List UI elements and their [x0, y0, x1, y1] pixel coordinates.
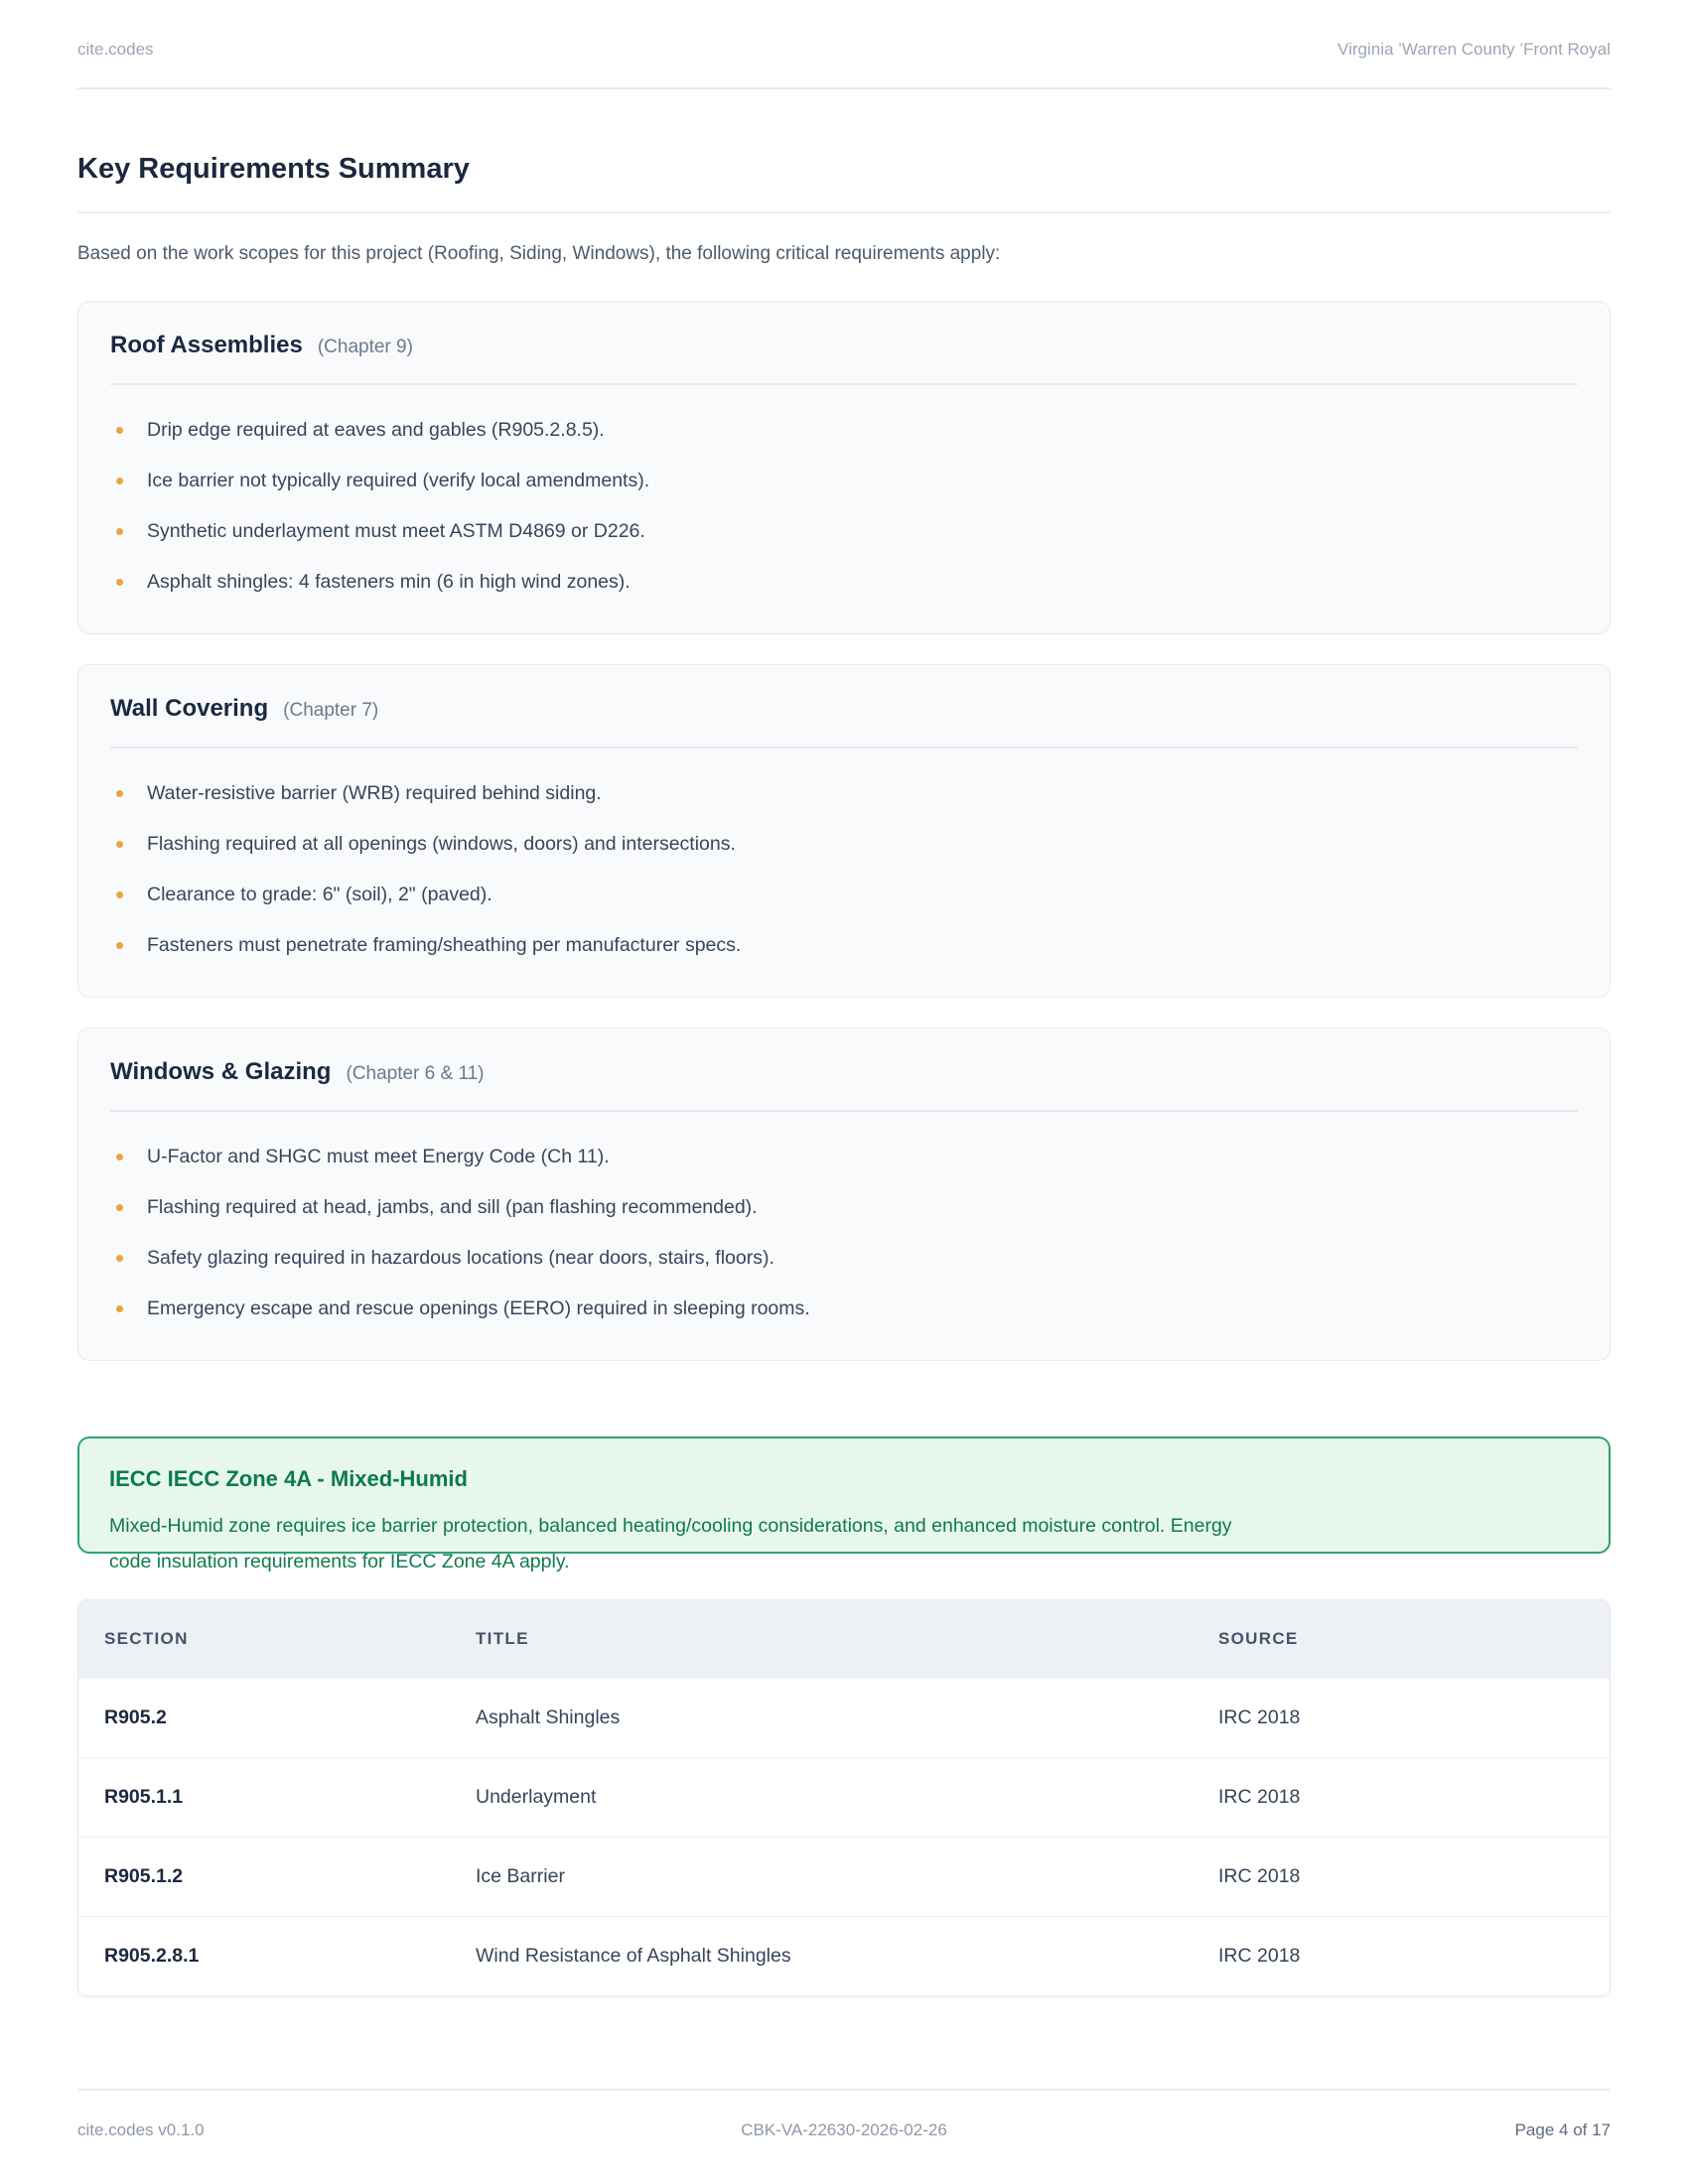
list-item [110, 1270, 1578, 1320]
climate-zone-body [109, 1508, 1579, 1579]
climate-zone-callout [77, 1436, 1611, 1572]
list-item-text: Clearance to grade: 6" (soil), 2" (paved). [147, 884, 492, 905]
list-item [110, 1118, 1578, 1168]
document-header [77, 0, 1611, 89]
bullet-dot-icon [116, 1255, 123, 1262]
list-item [110, 543, 1578, 594]
card-roof-assemblies [77, 301, 1611, 634]
bullet-dot-icon [116, 942, 123, 949]
list-item [110, 442, 1578, 492]
cell-title: Ice Barrier [476, 1865, 565, 1887]
cell-title: Underlayment [476, 1786, 597, 1808]
table-row [78, 1916, 1610, 1995]
cell-section: R905.1.2 [104, 1865, 184, 1887]
column-header-title: TITLE [476, 1629, 529, 1648]
cell-title: Wind Resistance of Asphalt Shingles [476, 1945, 791, 1967]
list-item [110, 1168, 1578, 1219]
cell-section: R905.2.8.1 [104, 1945, 200, 1967]
cell-title: Asphalt Shingles [476, 1706, 621, 1728]
code-sections-table [77, 1599, 1611, 1996]
climate-zone-body-line2: code insulation requirements for IECC Zone 4A apply. [109, 1551, 570, 1572]
brand-label: cite.codes [77, 40, 154, 59]
list-item [110, 856, 1578, 906]
bullet-dot-icon [116, 1154, 123, 1160]
list-item [110, 805, 1578, 856]
list-item-text: Flashing required at head, jambs, and sill (pan flashing recommended). [147, 1196, 758, 1218]
column-header-section: SECTION [104, 1629, 189, 1648]
card-title: Wall Covering [110, 695, 269, 722]
list-item-text: Water-resistive barrier (WRB) required behind siding. [147, 782, 602, 804]
document-footer [77, 2089, 1611, 2140]
list-item-text: Ice barrier not typically required (verify local amendments). [147, 470, 650, 491]
card-header [110, 1058, 1578, 1112]
list-item-text: Asphalt shingles: 4 fasteners min (6 in high wind zones). [147, 571, 631, 593]
footer-page-number: Page 4 of 17 [1514, 2120, 1612, 2139]
card-windows-glazing [77, 1027, 1611, 1361]
climate-zone-title: IECC IECC Zone 4A - Mixed-Humid [109, 1466, 468, 1491]
card-title: Roof Assemblies [110, 332, 303, 358]
page-title: Key Requirements Summary [77, 153, 1611, 213]
breadcrumb: Virginia ’Warren County ’Front Royal [1337, 40, 1611, 59]
card-chapter: (Chapter 6 & 11) [346, 1063, 485, 1084]
list-item-text: Flashing required at all openings (windows, doors) and intersections. [147, 833, 736, 855]
requirement-cards [77, 301, 1611, 1361]
cell-source: IRC 2018 [1218, 1945, 1301, 1967]
bullet-dot-icon [116, 579, 123, 586]
list-item-text: U-Factor and SHGC must meet Energy Code (Ch 11). [147, 1146, 610, 1167]
card-wall-covering [77, 664, 1611, 998]
bullet-dot-icon [116, 790, 123, 797]
requirement-list [110, 754, 1578, 957]
bullet-dot-icon [116, 841, 123, 848]
list-item-text: Emergency escape and rescue openings (EERO) required in sleeping rooms. [147, 1297, 810, 1319]
bullet-dot-icon [116, 427, 123, 434]
column-header-source: SOURCE [1218, 1629, 1299, 1648]
requirement-list [110, 1118, 1578, 1320]
footer-version: cite.codes v0.1.0 [77, 2120, 205, 2139]
card-header [110, 695, 1578, 749]
bullet-dot-icon [116, 891, 123, 898]
card-chapter: (Chapter 7) [283, 700, 379, 721]
cell-section: R905.1.1 [104, 1786, 184, 1808]
cell-source: IRC 2018 [1218, 1706, 1301, 1728]
bullet-dot-icon [116, 478, 123, 484]
list-item [110, 906, 1578, 957]
list-item [110, 1219, 1578, 1270]
card-header [110, 332, 1578, 385]
bullet-dot-icon [116, 528, 123, 535]
table-row [78, 1837, 1610, 1916]
list-item-text: Synthetic underlayment must meet ASTM D4869 or D226. [147, 520, 645, 542]
list-item [110, 754, 1578, 805]
card-chapter: (Chapter 9) [317, 337, 413, 357]
requirement-list [110, 391, 1578, 594]
footer-document-id: CBK-VA-22630-2026-02-26 [741, 2120, 947, 2139]
table-row [78, 1678, 1610, 1757]
table-row [78, 1757, 1610, 1837]
list-item-text: Safety glazing required in hazardous locations (near doors, stairs, floors). [147, 1247, 774, 1269]
cell-source: IRC 2018 [1218, 1865, 1301, 1887]
intro-text: Based on the work scopes for this project (Roofing, Siding, Windows), the following critical requirements apply: [77, 243, 1001, 264]
cell-section: R905.2 [104, 1706, 167, 1728]
card-title: Windows & Glazing [110, 1058, 332, 1085]
bullet-dot-icon [116, 1305, 123, 1312]
cell-source: IRC 2018 [1218, 1786, 1301, 1808]
table-header-row [78, 1600, 1610, 1678]
list-item-text: Fasteners must penetrate framing/sheathing per manufacturer specs. [147, 934, 742, 956]
bullet-dot-icon [116, 1204, 123, 1211]
list-item-text: Drip edge required at eaves and gables (R905.2.8.5). [147, 419, 605, 441]
list-item [110, 492, 1578, 543]
climate-zone-body-line1: Mixed-Humid zone requires ice barrier protection, balanced heating/cooling considerations, and enhanced moisture control. Energy [109, 1515, 1232, 1537]
list-item [110, 391, 1578, 442]
